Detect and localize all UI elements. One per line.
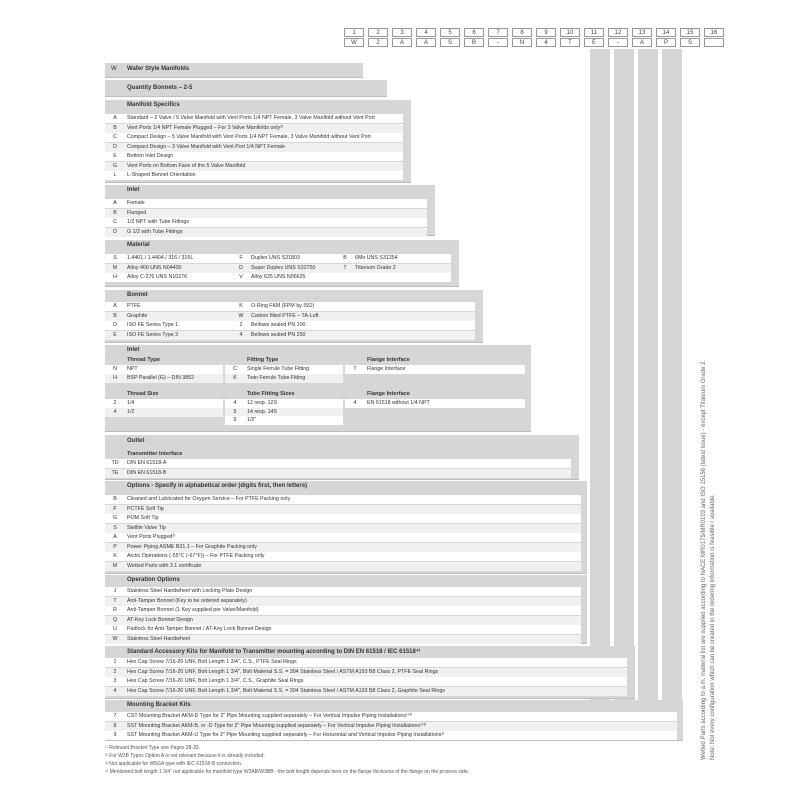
item-code: A <box>113 115 117 121</box>
item-code: 5 <box>233 408 237 415</box>
item-label: 1/4 <box>127 400 135 406</box>
list-item <box>105 495 581 504</box>
list-item <box>105 587 581 596</box>
item-label: Vent Ports Plugged²⁾ <box>127 534 176 540</box>
list-item <box>105 722 677 731</box>
item-label: L-Shaped Bonnet Orientation <box>127 172 196 178</box>
item-code: 1 <box>113 659 117 665</box>
item-label: Titanium Grade 2 <box>355 264 396 271</box>
list-item <box>105 143 403 152</box>
item-code: A <box>113 303 117 309</box>
item-code: T <box>353 366 357 372</box>
operation-title: Operation Options <box>127 577 180 583</box>
list-item <box>105 152 403 161</box>
group-title: Thread Type <box>127 357 160 363</box>
list-item <box>105 635 581 644</box>
item-label: Hex Cap Screw 7/16-20 UNF, Bolt Length 1 3/4", Bolt Material S.S. = 304 Stainless Steel / ASTM A193 B8 Class 2, PTFE Seal Rings <box>127 668 439 675</box>
table-row <box>105 254 451 263</box>
position-number: 3 <box>392 28 412 37</box>
item-code: T <box>343 264 347 271</box>
item-label: CST Mounting Bracket AKM-D Type for 2" Pipe Mounting supplied separately – For Vertical Impulse Piping Installations¹⁾³⁾ <box>127 713 413 719</box>
list-item <box>105 687 627 696</box>
position-code: S <box>440 38 460 47</box>
item-label: Alloy C-276 UNS N10276 <box>127 274 188 280</box>
position-code: P <box>656 38 676 47</box>
section-inlet-connection <box>105 345 531 432</box>
item-code: M <box>112 264 118 271</box>
item-code: D <box>113 143 117 150</box>
item-code: B <box>343 255 347 261</box>
item-label: Vent Ports 1/4 NPT Female Plugged – For 3 Valve Manifolds only²⁾ <box>127 124 284 131</box>
list-item <box>105 597 581 606</box>
list-item <box>105 625 581 634</box>
position-number: 11 <box>584 28 604 37</box>
section-outlet <box>105 435 579 480</box>
section-wafer <box>105 63 363 78</box>
list-item <box>105 524 581 533</box>
item-label: G 1/2 with Tube Fittings <box>127 228 183 235</box>
position-code: S <box>680 38 700 47</box>
item-label: Hex Cap Screw 7/16-20 UNF, Bolt Length 1 3/4", C.S., PTFE Seal Rings <box>127 659 297 665</box>
item-label: Carbon filled PTFE – TA-Luft <box>251 312 319 319</box>
item-label: Stellite Valve Tip <box>127 524 166 531</box>
item-label: Hex Cap Screw 7/16-20 UNF, Bolt Length 1 3/4", C.S., Graphite Seal Rings <box>127 678 304 684</box>
item-label: Compact Design – 5 Valve Manifold with Vent Ports 1/4 NPT Female, 3 Valve Manifold without Vent Port <box>127 134 371 140</box>
position-code: E <box>584 38 604 47</box>
item-label: Graphite <box>127 312 148 319</box>
item-label: BSP Parallel (G) – DIN 3852 <box>127 374 195 381</box>
position-code: A <box>392 38 412 47</box>
options-title: Options - Specify in alphabetical order (digits first, then letters) <box>127 483 308 489</box>
list-item <box>105 124 403 133</box>
table-row <box>105 321 475 330</box>
position-number: 1 <box>344 28 364 37</box>
item-code: F <box>113 505 117 512</box>
item-code: D <box>239 264 243 271</box>
item-code: V <box>239 274 243 280</box>
section-options <box>105 481 587 574</box>
position-number: 14 <box>656 28 676 37</box>
item-label: Bellows sealed PN 100 <box>251 322 306 328</box>
table-row <box>105 302 475 311</box>
position-number: 7 <box>488 28 508 37</box>
column-16 <box>662 49 682 740</box>
outlet-title: Outlet <box>127 438 145 444</box>
position-code: - <box>608 38 628 47</box>
item-code: H <box>113 374 117 381</box>
item-code: D <box>113 228 117 235</box>
item-label: Anti-Tamper Bonnet (1 Key supplied per Valve/Manifold) <box>127 607 259 613</box>
item-code: R <box>113 607 117 613</box>
position-number: 9 <box>536 28 556 37</box>
item-code: 2 <box>113 668 117 675</box>
table-row <box>105 264 451 273</box>
list-item <box>105 533 581 542</box>
item-code: C <box>113 219 117 225</box>
list-item <box>105 658 627 667</box>
wafer-code: W <box>111 66 117 72</box>
list-item <box>105 114 403 123</box>
item-code: L <box>113 172 117 178</box>
item-label: Alloy 400 UNS N04400 <box>127 264 182 271</box>
outlet-sub: Transmitter Interface <box>127 451 183 457</box>
list-item <box>105 228 427 237</box>
item-label: 1/2" <box>247 417 257 423</box>
column-13 <box>590 49 610 740</box>
position-code: B <box>464 38 484 47</box>
position-code: N <box>512 38 532 47</box>
item-label: AT-Key Lock Bonnet Design <box>127 616 193 623</box>
list-item <box>105 199 427 208</box>
item-label: Super Duplex UNS S32750 <box>251 264 316 271</box>
item-code: B <box>113 312 117 319</box>
item-code: Q <box>112 616 118 623</box>
list-item <box>105 171 403 180</box>
section-operation <box>105 575 587 644</box>
item-code: 4 <box>113 408 117 415</box>
item-label: POM Soft Tip <box>127 515 159 521</box>
position-code: A <box>416 38 436 47</box>
item-code: F <box>239 255 243 261</box>
bracket-title: Mounting Bracket Kits <box>127 702 191 708</box>
inlet2-title: Inlet <box>127 347 140 353</box>
item-code: G <box>112 515 118 521</box>
bonnet-title: Bonnet <box>127 292 148 298</box>
item-code: 2 <box>239 322 243 328</box>
item-label: Anti-Tamper Bonnet (Key to be ordered separately) <box>127 597 247 604</box>
list-item <box>105 616 581 625</box>
item-label: DIN EN 61518-A <box>127 460 167 466</box>
list-item <box>105 133 403 142</box>
position-number: 13 <box>632 28 652 37</box>
item-label: Standard – 2 Valve / 5 Valve Manifold with Vent Ports 1/4 NPT Female, 3 Valve Manifold without Vent Port <box>127 115 375 121</box>
item-label: Vent Ports on Bottom Face of the 5 Valve Manifold <box>127 162 246 169</box>
side-note-2: Note: Not every configuration which can be created in the ordering information is feasible / available. <box>710 493 716 760</box>
side-note-1: Wetted Parts according to a.m. material list are supplied according to NACE MR0175/MR0103 and ISO 15156 (latest issue) - except Titanium Grade 2. <box>701 359 707 760</box>
item-label: Twin Ferrule Tube Fitting <box>247 374 306 381</box>
item-code: E <box>113 153 117 159</box>
item-label: 1/2 NPT with Tube Fittings <box>127 219 190 225</box>
position-code: 4 <box>536 38 556 47</box>
list-item <box>225 416 343 425</box>
section-inlet <box>105 185 435 236</box>
item-code: E <box>113 331 117 338</box>
item-code: 8 <box>113 722 117 729</box>
side-notes <box>700 360 718 760</box>
item-label: EN 61518 without 1/4 NPT <box>367 400 430 406</box>
item-code: B <box>113 209 117 216</box>
list-item <box>105 712 677 721</box>
item-label: ISO FE Series Type 1 <box>127 322 179 328</box>
bonnets-title: Quantity Bonnets – 2-5 <box>127 85 193 91</box>
item-code: 7 <box>113 713 117 719</box>
item-code: 9 <box>233 417 237 423</box>
item-label: Duplex UNS S31803 <box>251 255 300 261</box>
list-item <box>105 162 403 171</box>
item-code: A <box>113 200 117 206</box>
item-label: SST Mounting Bracket AKM-U Type for 2" Pipe Mounting supplied separately – For Horizontal and Vertical Impulse Piping Installations¹⁾ <box>127 732 445 738</box>
position-code: - <box>488 38 508 47</box>
item-label: Single Ferrule Tube Fitting <box>247 366 310 372</box>
position-number: 5 <box>440 28 460 37</box>
list-item <box>345 399 525 408</box>
item-code: W <box>112 635 118 642</box>
item-label: PCTFE Soft Tip <box>127 505 164 512</box>
item-label: NPT <box>127 366 138 372</box>
manifold-title: Manifold Specifics <box>127 102 180 108</box>
position-number: 15 <box>680 28 700 37</box>
list-item <box>105 209 427 218</box>
column-14 <box>614 49 634 740</box>
item-label: Alloy 625 UNS N06625 <box>251 274 306 280</box>
item-label: Cleaned and Lubricated for Oxygen Service – For PTFE Packing only <box>127 496 291 502</box>
group-title: Fitting Type <box>247 357 279 363</box>
item-code: M <box>112 562 118 569</box>
list-item <box>105 459 571 468</box>
item-label: Padlock for Anti-Tamper Bonnet / AT-Key Lock Bonnet Design <box>127 626 272 632</box>
item-code: 4 <box>353 400 357 406</box>
item-label: 14 resp. 14S <box>247 408 278 415</box>
list-item <box>105 408 223 417</box>
item-label: Power Piping ASME B31.1 – For Graphite Packing only <box>127 543 257 550</box>
item-label: Flange Interface <box>367 366 406 372</box>
group-title: Flange Interface <box>367 357 410 363</box>
list-item <box>105 543 581 552</box>
item-label: Stainless Steel Handwheel <box>127 635 191 642</box>
item-code: C <box>113 134 117 140</box>
item-label: Compact Design – 3 Valve Manifold with Vent Port 1/4 NPT Female <box>127 143 285 150</box>
list-item <box>105 374 223 383</box>
item-code: S <box>113 524 117 531</box>
list-item <box>345 365 525 374</box>
item-label: 1/2 <box>127 408 135 415</box>
item-code: C <box>233 366 237 372</box>
item-code: TE <box>111 469 119 476</box>
item-code: S <box>113 255 117 261</box>
position-number: 4 <box>416 28 436 37</box>
list-item <box>105 668 627 677</box>
item-code: 4 <box>113 687 117 694</box>
group-title: Thread Size <box>127 391 159 397</box>
group-title: Tube Fitting Sizes <box>247 391 295 397</box>
position-code: W <box>344 38 364 47</box>
section-manifold <box>105 100 411 183</box>
item-code: 4 <box>239 331 243 338</box>
list-item <box>225 374 343 383</box>
item-code: 2 <box>113 400 117 406</box>
item-code: 9 <box>113 732 117 738</box>
item-label: DIN EN 61518-B <box>127 469 167 476</box>
footnote-4: ⁴⁾ Mentioned bolt length 1 3/4" not applicable for manifold type W3AB/W3BB - the bolt length depends here on the flange thickness of the flange on the process side. <box>105 769 469 775</box>
item-label: SST Mounting Bracket AKM-B, or -D Type for 2" Pipe Mounting supplied separately – For Vertical Impulse Piping Installations¹⁾³⁾ <box>127 722 427 729</box>
footnote-1: ¹⁾ Relevant Bracket Type see Pages 28-32. <box>105 745 201 751</box>
position-number: 12 <box>608 28 628 37</box>
section-bracket <box>105 700 683 741</box>
column-15 <box>638 49 658 740</box>
item-label: Female <box>127 200 145 206</box>
item-code: K <box>239 303 243 309</box>
list-item <box>105 606 581 615</box>
item-label: Flanged <box>127 209 147 216</box>
item-label: Hex Cap Screw 7/16-20 UNF, Bolt Length 1 3/4", Bolt Material S.S. = 304 Stainless Steel / ASTM A193 B8 Class 2, Graphite Seal Rings <box>127 687 445 694</box>
footnote-2: ²⁾ For W3B Types Option A is not relevant because it is already included. <box>105 753 265 759</box>
wafer-title: Wafer Style Manifolds <box>127 66 190 72</box>
item-code: G <box>112 162 118 169</box>
item-label: Wetted Parts with 3.1 certificate <box>127 562 202 569</box>
position-number: 8 <box>512 28 532 37</box>
list-item <box>105 677 627 686</box>
accessory-title: Standard Accessory Kits for Manifold to Transmitter mounting according to DIN EN 61518 / IEC 61518⁴⁾ <box>127 649 421 655</box>
position-code: T <box>560 38 580 47</box>
list-item <box>105 514 581 523</box>
item-label: ISO FE Series Type 3 <box>127 331 179 338</box>
list-item <box>105 218 427 227</box>
list-item <box>105 505 581 514</box>
item-code: T <box>113 597 117 604</box>
list-item <box>105 469 571 478</box>
item-code: K <box>233 374 237 381</box>
item-label: 12 resp. 12S <box>247 400 278 406</box>
item-code: B <box>113 124 117 131</box>
position-number: 2 <box>368 28 388 37</box>
item-label: PTFE <box>127 303 141 309</box>
item-code: 3 <box>113 678 117 684</box>
item-label: O-Ring FKM (FPM by ISO) <box>251 303 315 309</box>
item-code: J <box>113 588 117 594</box>
position-code: A <box>632 38 652 47</box>
item-code: N <box>113 366 117 372</box>
footnote-3: ³⁾ Not applicable for W5GA type with IEC 61518-B connection. <box>105 761 243 767</box>
item-code: H <box>113 274 117 280</box>
list-item <box>105 562 581 571</box>
position-number: 6 <box>464 28 484 37</box>
position-number: 10 <box>560 28 580 37</box>
item-label: Bottom Inlet Design <box>127 153 174 159</box>
list-item <box>105 552 581 561</box>
item-code: U <box>113 626 117 632</box>
list-item <box>105 731 677 740</box>
item-code: TD <box>111 460 119 466</box>
position-code <box>704 38 724 47</box>
table-row <box>105 312 475 321</box>
table-row <box>105 331 475 340</box>
item-label: 6Mo UNS S31254 <box>355 255 398 261</box>
position-code: 2 <box>368 38 388 47</box>
item-code: B <box>113 496 117 502</box>
table-row <box>105 273 451 282</box>
item-code: W <box>238 312 244 319</box>
section-accessory <box>105 646 635 699</box>
inlet-title: Inlet <box>127 187 140 193</box>
item-label: 1.4401 / 1.4404 / 316 / 316L <box>127 255 194 261</box>
item-code: D <box>113 322 117 328</box>
position-number: 16 <box>704 28 724 37</box>
item-label: Bellows sealed PN 250 <box>251 331 306 338</box>
item-code: P <box>113 543 117 550</box>
item-code: 4 <box>233 400 237 406</box>
section-bonnets <box>105 80 387 97</box>
item-label: Arctic Operations (-55°C (-67°F)) – For PTFE Packing only <box>127 553 265 559</box>
item-code: A <box>113 534 117 540</box>
item-label: Stainless Steel Handwheel with Locking Plate Design <box>127 588 253 594</box>
group-title: Flange Interface <box>367 391 410 397</box>
item-code: K <box>113 553 117 559</box>
material-title: Material <box>127 242 150 248</box>
section-bonnet <box>105 290 483 343</box>
section-material <box>105 240 459 287</box>
